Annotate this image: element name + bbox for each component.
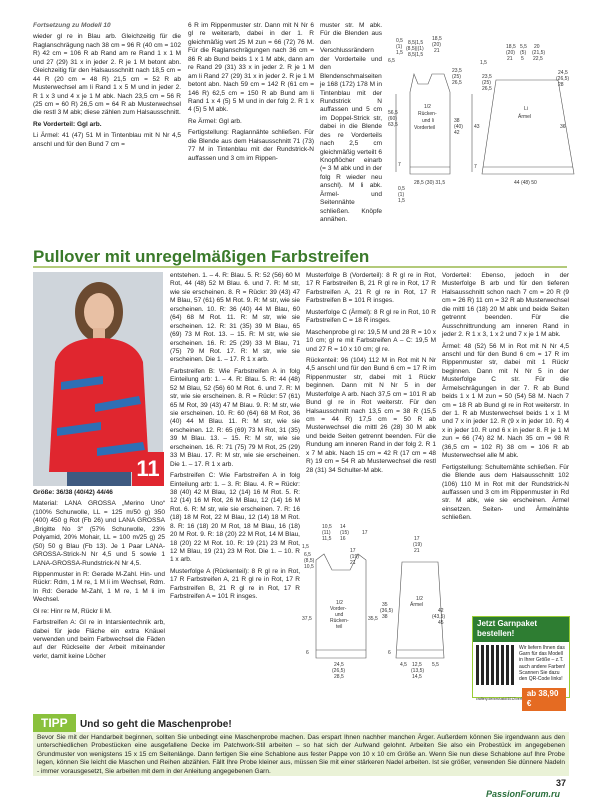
s-s2: 23,5 [482, 74, 492, 80]
bs-a1: 17 [414, 536, 420, 542]
f-h7: 63,5 [388, 122, 398, 128]
s-t6: 5 [521, 56, 524, 62]
f-w4: (20) [432, 42, 441, 48]
s-bottom: 44 (48) 50 [514, 180, 537, 186]
bb-c2: (19) [350, 554, 359, 560]
f-w: 8,5|1,5 [408, 40, 424, 46]
bottom-schematic [302, 522, 452, 682]
bb-a2: (11) [322, 530, 331, 536]
article-title: Pullover mit unregelmäßigen Farbstreifen [33, 247, 370, 266]
s-t4: 5,5 [520, 44, 527, 50]
bb-label2: Vorder- [330, 606, 347, 612]
page-number: 37 [556, 778, 567, 788]
bs-a2: (19) [413, 542, 422, 548]
bs-label2: Ärmel [410, 602, 424, 608]
col-c-p2: Musterfolge C (Ärmel): 8 R gl re in Rot, 10 R Farbstreifen C = 18 R insges. [306, 308, 436, 325]
prev-col-1 [33, 22, 181, 152]
prev-li-aermel: Li Ärmel: 41 (47) 51 M in Tintenblau mit N Nr 4,5 anschl und für den Bund 7 cm = [33, 132, 181, 148]
s-s4: 26,5 [482, 86, 492, 92]
bb-b4: 10,5 [304, 564, 314, 570]
f-cuff: 7 [398, 162, 401, 168]
prev-col1-text: wieder gl re in Blau arb. Gleichzeitig für die Raglanschrägung nach 38 cm = 96 R (40 cm = 102 R) 42 cm = 106 R ab Rand am re Rand 1 x 1 M und 27 (29) 31 x in jeder 2. R je 1 M betont abn. Gleichzeitig für den Halsausschnitt nach 18,5 cm = 44 R (20 cm = 48 R) 21,5 cm = 52 R ab Musterwechsel am li Rand 1 x 5 M und in jeder 2. R 1 x 3 und 4 x je 1 M abk. Nach 23,5 cm = 56 R (25 cm = 60 R) 26,5 cm = 64 R ab Musterwechsel die restl 3 M abk; diese zählen zum Halsausschnitt. [33, 33, 181, 117]
bb-cuff: 6 [306, 650, 309, 656]
col-d-p2: Ärmel: 48 (52) 56 M in Rot mit N Nr 4,5 anschl und für den Bund 6 cm = 17 R im Rippenmuster str, dabei mit 1 Rückr beginnen. Dann mit N Nr 5 in der Musterfolge C str. Für die Ärmelschrägungen in der 7. R ab Bund beids 1 x 1 M zun = 50 (54) 58 M. Nach 7 cm = 18 R ab Bund gl re in Rot weiterstr. In der 1. R ab Musterwechsel beids 1 x 1 M und 7 x in jeder 12. R (9 x in jeder 10. R) 4 x in jeder 10. R und 6 x in jeder 8. R je 1 M zun = 66 (74) 82 M. Nach 35 cm = 98 R (36,5 cm = 102 R) 38 cm = 106 R ab Musterwechsel alle M abk. [442, 342, 569, 460]
f-h3: (25) [452, 74, 461, 80]
bb-c1: 17 [350, 548, 356, 554]
col-b-p2: Farbstreifen B: Wie Farbstreifen A in folg Einteilung arb: 1. – 4. R: Blau. 5. R: 44 (48) 52 M Blau, 52 (56) 60 M Rot. 6. und 7. R: M str, wie sie erscheinen. 8. R = Rückr: 57 (61) 65 M Rot, 39 (43) 47 M Blau. 9. R: M str, wie sie erscheinen. 10. R: 60 (64) 68 M Rot, 36 (40) 44 M Blau. 11. R: M str, wie sie erscheinen. 12. R: 65 (69) 73 M Rot, 31 (35) 39 M Blau. 13. – 15. R: M str, wie sie erscheinen. 16. R: 71 (75) 79 M Rot, 25 (29) 33 M Blau. 17. R: M str, wie sie erscheinen. Die 1. – 17. R 1 x arb. [170, 367, 300, 468]
s-s6: (26,5) [556, 76, 570, 82]
bottom-sleeve-outline [396, 562, 444, 658]
bb-c3: 21 [350, 560, 356, 566]
prev-fertig: Fertigstellung: Raglannähte schließen. Für die Blende aus dem Halsausschnitt 71 (73) 77 M in Tintenblau mit der Rundstrick-N auffassen und 3 cm im Rippen- [188, 129, 314, 162]
f-b3: 1,5 [398, 198, 405, 204]
col-c-p3: Maschenprobe gl re: 19,5 M und 28 R = 10 x 10 cm; gl re mit Farbstreifen A – C: 19,5 M und 27 R = 10 x 10 cm; gl re. [306, 328, 436, 353]
garnpaket-box[interactable] [472, 616, 570, 709]
f-w3: (8,5)|(1) [406, 46, 424, 52]
garnpaket-price: ab 38,90 € [522, 688, 566, 711]
bb-d1: 37,5 [302, 616, 312, 622]
s-s5: 24,5 [558, 70, 568, 76]
f-h5: 56,5 [388, 110, 398, 116]
bb-a4: 14 [340, 524, 346, 530]
bb-bottom3: 28,5 [334, 674, 344, 680]
bs-b3: (13,5) [411, 668, 425, 674]
tipp-badge: TIPP [33, 714, 76, 734]
f-h1: 6,5 [388, 58, 395, 64]
garnpaket-url[interactable]: craftery.de/wm/ustd/4012/verf [476, 696, 522, 701]
s-t1: 18,5 [506, 44, 516, 50]
s-t9: 22,5 [533, 56, 543, 62]
f-label2: Rücken- [418, 111, 437, 117]
material: Material: LANA GROSSA „Merino Uno“ (100% Schurwolle, LL = 125 m/50 g) 350 (400) 450 g Rot (Fb 26) und LANA GROSSA „Brigitte No 3“ (57% Schurwolle, 23% Polyamid, 20% Mohair, LL = 100 m/25 g) 25 (50) 50 g Blau (Fb 13). Je 1 Paar LANA-GROSSA-Strick-N Nr 4,5 und 5 sowie 1 LANA-GROSSA-Rundstrick-N Nr 4,5. [33, 500, 165, 567]
bs-h3: 38 [382, 614, 388, 620]
bb-a5: (15) [340, 530, 349, 536]
s-cuff: 7 [474, 164, 477, 170]
bb-label5: teil [336, 624, 343, 630]
bs-b5: 5,5 [432, 662, 439, 668]
bb-b3: (8,5) [304, 558, 315, 564]
f-h8: 38 [454, 118, 460, 124]
bb-label4: Rücken- [330, 618, 349, 624]
bs-r1: 42 [438, 608, 444, 614]
size: Größe: 36/38 (40/42) 44/46 [33, 489, 113, 496]
s-t3: 21 [507, 56, 513, 62]
s-label2: Ärmel [518, 114, 532, 120]
footer-watermark: PassionForum.ru [486, 789, 561, 799]
f-h10: 42 [454, 130, 460, 136]
bb-b2: 6,5 [304, 552, 311, 558]
s-s7: 28 [558, 82, 564, 88]
bb-a6: 16 [340, 536, 346, 542]
prev-col-2 [188, 22, 314, 166]
col-b-p1: entstehen. 1. – 4. R: Blau. 5. R: 52 (56) 60 M Rot, 44 (48) 52 M Blau. 6. und 7. R: M str, wie sie erscheinen. 8. R = Rückr: 39 (43) 47 M Blau, 57 (61) 65 M Rot. 9. R: M str, wie sie erscheinen. 10. R: 36 (40) 44 M Blau, 60 (64) 68 M Rot. 11. R: M str, wie sie erscheinen. 12. R: 31 (35) 39 M Blau, 65 (69) 73 M Rot. 13. – 15. R: M str, wie sie erscheinen. 16. R: 25 (29) 33 M Blau, 71 (75) 79 M Rot. 17. R: M str, wie sie erscheinen. Die 1. – 17. R 1 x arb. [170, 272, 300, 364]
bs-h2: (36,5) [380, 608, 394, 614]
bs-r2: (43,5) [432, 614, 446, 620]
prev-col-3 [320, 22, 382, 228]
f-h6: (60) [388, 116, 397, 122]
bb-label1: 1/2 [336, 600, 343, 606]
tipp-heading: Und so geht die Maschenprobe! [80, 719, 232, 730]
f-l2: (1) [396, 44, 403, 50]
tipp-box [33, 732, 569, 776]
bb-a7: 17 [362, 530, 368, 536]
bb-a1: 10,5 [322, 524, 332, 530]
bb-bottom2: (26,5) [332, 668, 346, 674]
prev-col3-text: muster str. M abk. Für die Blenden aus den Verschlussrändern der Vorderteile und den Blendenschmalseiten je 168 (172) 178 M in Tintenblau mit der Rundstrick N auffassen und 5 cm im Doppel-Strick str, dabei in die Blende des re Vorderteils nach 2,5 cm gleichmäßig verteilt 6 Knopflöcher einarb (= 3 M abk und in der folg R wieder neu anschl). M li abk. Ärmel- und Seitennähte schließen. Knöpfe annähen. [320, 22, 382, 224]
bs-b4: 14,5 [412, 674, 422, 680]
s-right: 36 [560, 124, 566, 130]
prev-col2-text: 6 R im Rippenmuster str. Dann mit N Nr 6 gl re weiterarb, dabei in der 1. R gleichmäßig vert 25 M zun = 66 (72) 76 M. Für die Raglanschrägungen nach 36 cm = 86 R ab Bund beids 1 x 1 M abk, dann am re Rand 29 (31) 33 x in jeder 2. R je 1 M am li Rand 27 (29) 31 x in jeder 2. R je 1 M betont abn. Nach 59 cm = 142 R (61 cm = 146 R) 62,5 cm = 150 R ab Bund am li Rand 1 x 4 (5) 5 M und in der folg 2. R 1 x 4 (5) 5 M abk. [188, 22, 314, 114]
garnpaket-text: Wir liefern Ihnen das Garn für das Modell in Ihrer Größe – z.T. auch andere Farben! Scannen Sie dazu den QR-Code links! [519, 644, 566, 683]
bs-b2: 12,5 [412, 662, 422, 668]
s-t8: (21,5) [532, 50, 546, 56]
bs-r3: 45 [438, 620, 444, 626]
col-c [306, 272, 436, 478]
body-outline [410, 74, 450, 174]
bb-a3: 11,5 [322, 536, 332, 542]
f-label3: und li [422, 118, 434, 124]
s-s1: 1,5 [480, 60, 487, 66]
col-b-p4: Musterfolge A (Rückenteil): 8 R gl re in Rot, 17 R Farbstreifen A, 21 R gl re in Rot, 17 R Farbstreifen B, 21 R gl re in Rot, 17 R Farbstreifen A = 101 R insges. [170, 567, 300, 601]
s-s3: (25) [482, 80, 491, 86]
bs-cuff: 6 [388, 650, 391, 656]
prev-header: Fortsetzung zu Modell 10 [33, 22, 111, 29]
f-h4: 26,5 [452, 80, 462, 86]
col-a [33, 489, 165, 664]
bb-b1: 1,5 [302, 544, 309, 550]
col-c-p1: Musterfolge B (Vorderteil): 8 R gl re in Rot, 17 R Farbstreifen B, 21 R gl re in Rot, 17 R Farbstreifen A, 21 R gl re in Rot, 17 R Farbstreifen B = 101 R insges. [306, 272, 436, 305]
f-b1: 0,5 [398, 186, 405, 192]
col-d-p1: Vorderteil: Ebenso, jedoch in der Musterfolge B arb und für den tieferen Halsausschnitt schon nach 7 cm = 20 R (9 cm = 26 R) 11 cm = 32 R ab Musterwechsel die mittl 16 (18) 20 M abk und beide Seiten getrennt beenden. Für die Ausschnittrundung am inneren Rand in jeder 2. R 1 x 3, 1 x 2 und 7 x je 1 M abk. [442, 272, 569, 339]
bb-d2: 35,5 [368, 616, 378, 622]
bs-h1: 35 [382, 602, 388, 608]
f-label1: 1/2 [424, 104, 431, 110]
bs-label1: 1/2 [416, 596, 423, 602]
col-b [170, 272, 300, 605]
garnpaket-heading: Jetzt Garnpaket bestellen! [473, 617, 569, 642]
f-w2: 18,5 [432, 36, 442, 42]
s-left: 43 [474, 124, 480, 130]
rippenmuster: Rippenmuster in R: Gerade M-Zahl. Hin- und Rückr: Rdm, 1 M re, 1 M li im Wechsel, Rdm. In Rd: Gerade M-Zahl, 1 M re, 1 M li im Wechsel. [33, 570, 165, 604]
f-bottom: 28,5 (30) 31,5 [414, 180, 446, 186]
top-schematic [388, 32, 578, 222]
qr-code-icon[interactable] [476, 645, 516, 685]
bs-a3: 21 [414, 548, 420, 554]
prev-re-aermel: Re Ärmel: Ggl arb. [188, 117, 242, 125]
col-c-p4: Rückenteil: 96 (104) 112 M in Rot mit N Nr 4,5 anschl und für den Bund 6 cm = 17 R im Rippenmuster str, dabei mit 1 Rückr beginnen. Dann mit N Nr 5 in der Musterfolge A arb. Nach 37,5 cm = 101 R ab Bund gl re in Rot weiterstr. Für den Halsausschnitt nach 13,5 cm = 38 R (15,5 cm = 44 R) 17,5 cm = 50 R ab Musterwechsel die mittl 26 (28) 30 M abk und beide Seiten getrennt beenden. Für die Rundung am inneren Rand in der folg 2. R 1 x 7 M abk. Nach 15 cm = 42 R (17 cm = 48 R) 19 cm = 54 R ab Musterwechsel die restl 28 (31) 34 Schulter-M abk. [306, 356, 436, 474]
f-l3: 1,5 [396, 50, 403, 56]
col-d [442, 272, 569, 526]
f-l1: 0,5 [396, 38, 403, 44]
s-t5: (5) [520, 50, 527, 56]
s-label1: Li [524, 106, 528, 112]
f-w5: 8,5|1,5 [408, 52, 424, 58]
s-t2: (20) [506, 50, 515, 56]
prev-re-vorderteil: Re Vorderteil: Ggl arb. [33, 120, 102, 128]
col-b-p3: Farbstreifen C: Wie Farbstreifen A in folg Einteilung arb: 1. – 3. R: Blau. 4. R = Rückr: 38 (40) 42 M Blau, 12 (14) 16 M Rot. 5. R: 12 (14) 16 M Rot, 26 M Blau, 12 (14) 16 M Rot. 6. R: M str, wie sie erscheinen. 7. R: 16 (18) 18 M Rot, 22 M Blau, 12 (14) 18 M Rot. 8. R: 16 (18) 20 M Rot, 18 M Blau, 16 (18) 20 M Rot. 9. R: 18 (20) 22 M Rot, 14 M Blau, 18 (20) 22 M Rot. 10. R: 19 (21) 23 M Rot, 12 M Blau, 19 (21) 23 M Rot. Die 1. – 10. R 1 x arb. [170, 472, 300, 564]
f-b2: (1) [398, 192, 405, 198]
f-h9: (40) [454, 124, 463, 130]
farbstreifen-a-start: Farbstreifen A: Gl re in Intarsientechnik arb, dabei für jede Fläche ein extra Knäuel verwenden und beim Farbwechsel die Fäden auf der Rückseite der Arbeit miteinander verkr, damit keine Löcher [33, 619, 165, 660]
tipp-text: Bevor Sie mit der Handarbeit beginnen, sollten Sie unbedingt eine Maschenprobe machen. Das erspart Ihnen nachher manchen Ärger. Außerdem können Sie irgendwann aus den unterschiedlichen Probestücken eine ausgefallene Decke im Patchwork-Stil arbeiten – so hat sich der Aufwand gelohnt. Arbeiten Sie also ein Probestück im angegebenen Grundmuster von wenigstens 15 x 15 cm Seitenlänge. Dann fertigen Sie eine Schablone aus fester Pappe von 10 x 10 cm Größe an. Wenn Sie nun diese Schablone auf Ihre Probe legen, können Sie leicht die Maschen und Reihen abzählen. Fällt Ihre Probe kleiner aus, müssen Sie mit einer stärkeren Nadel arbeiten. Ist sie größer, verwenden Sie dünnere Nadeln - immer vorausgesetzt, Sie arbeiten mit dem in der Anleitung angegebenen Garn. [37, 734, 565, 775]
bs-b1: 4,5 [400, 662, 407, 668]
f-w6: 21 [434, 48, 440, 54]
gl-re: Gl re: Hinr re M, Rückr li M. [33, 607, 112, 615]
f-h2: 23,5 [452, 68, 462, 74]
col-d-p3: Fertigstellung: Schulternähte schließen. Für die Blende aus dem Halsausschnitt 102 (106) 110 M in Rot mit der Rundstrick-N auffassen und 3 cm im Rippenmuster in Rd str. M abk, wie sie erscheinen. Ärmel einsetzen. Seiten- und Ärmelnähte schließen. [442, 463, 569, 522]
f-label4: Vorderteil [414, 125, 436, 131]
bb-bottom1: 24,5 [334, 662, 344, 668]
s-t7: 20 [534, 44, 540, 50]
model-number-badge: 11 [132, 452, 164, 486]
bb-label3: und [335, 612, 344, 618]
title-rule [33, 266, 567, 268]
